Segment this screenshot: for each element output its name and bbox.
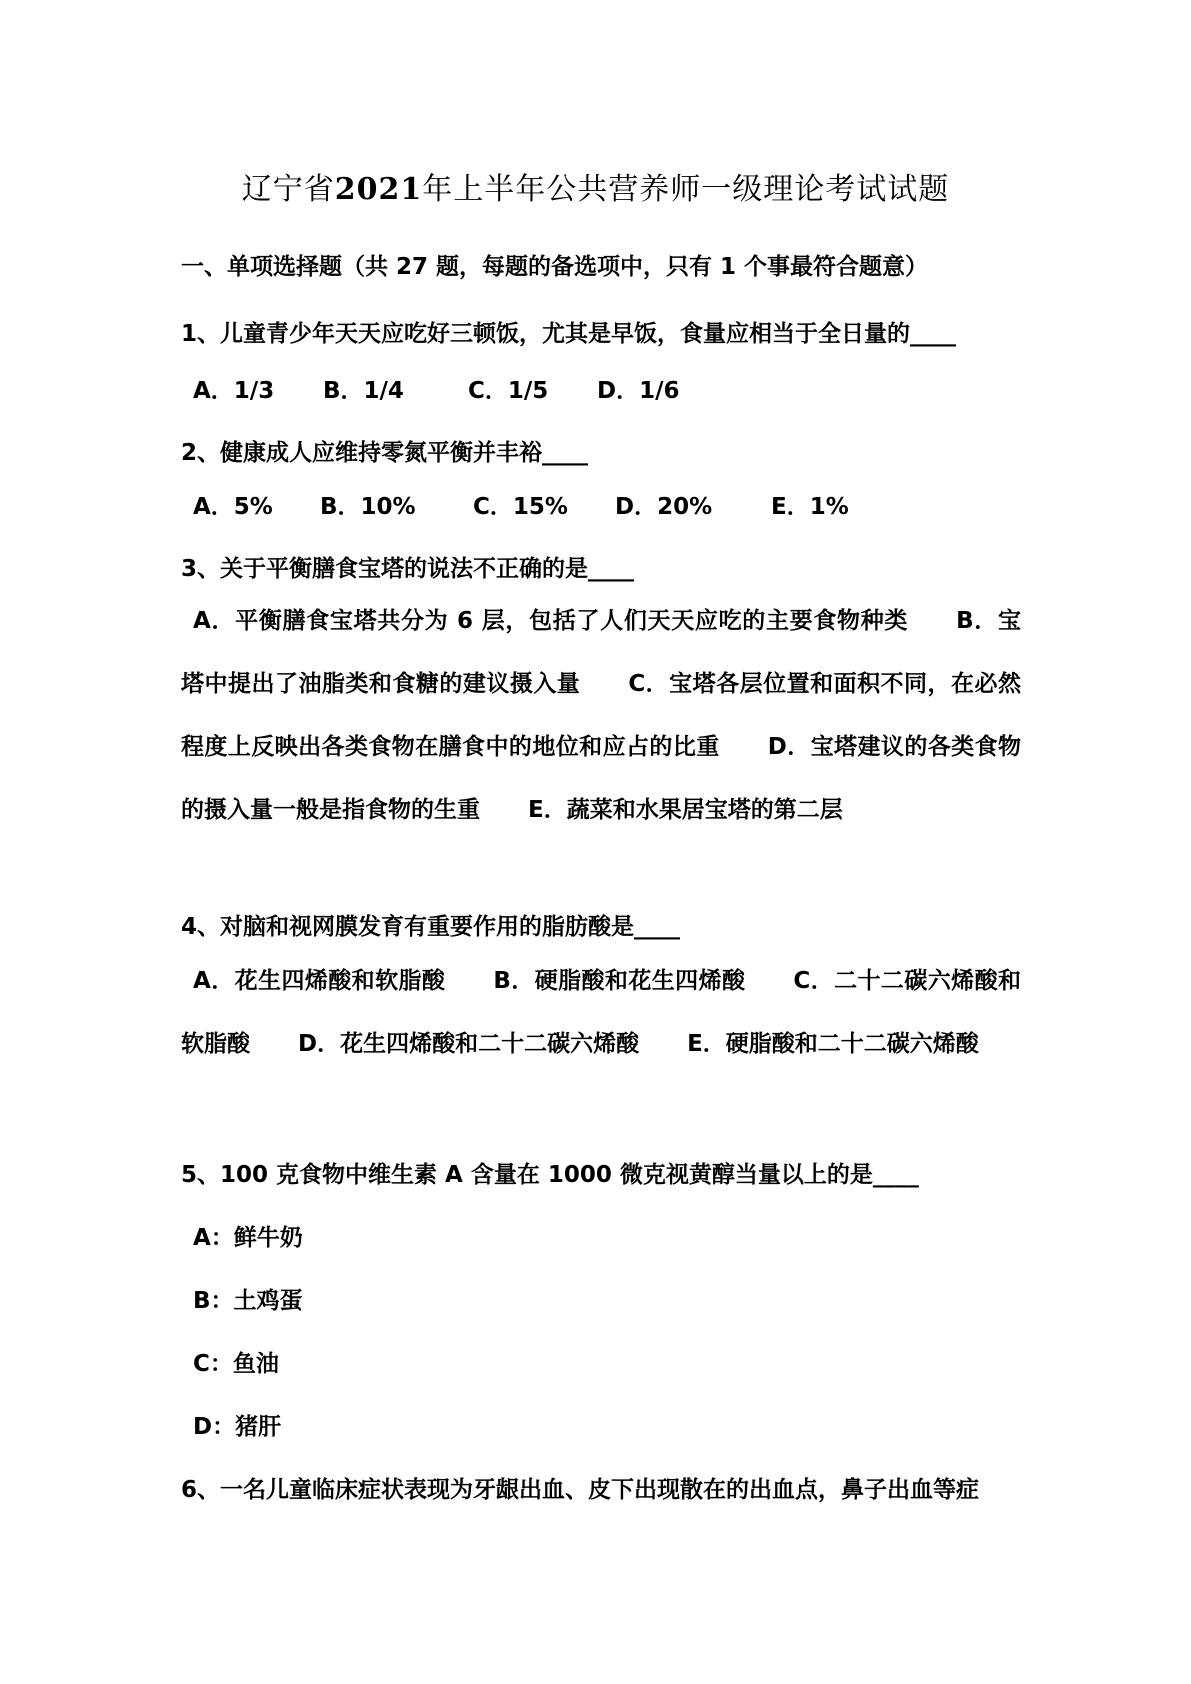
q1-option-a: A．1/3 bbox=[193, 378, 275, 404]
q3-option-c: C．宝塔各层位置和面积不同，在必然程度上反映出各类食物在膳食中的地位和应占的比重 bbox=[181, 671, 1022, 760]
question-3-stem: 3、关于平衡膳食宝塔的说法不正确的是____ bbox=[181, 556, 635, 582]
title-part1: 辽宁省 bbox=[241, 172, 335, 207]
document-title bbox=[0, 170, 1191, 210]
q3-option-d: D．宝塔建议的各类食物的摄入量一般是指食物的生重 bbox=[181, 734, 1022, 823]
q4-option-b: B．硬脂酸和花生四烯酸 bbox=[493, 968, 746, 994]
q2-option-a: A．5% bbox=[193, 494, 273, 520]
q2-option-d: D．20% bbox=[615, 494, 713, 520]
q1-option-d: D．1/6 bbox=[597, 378, 680, 404]
q4-option-e: E．硬脂酸和二十二碳六烯酸 bbox=[687, 1031, 979, 1057]
q5-option-b: B：土鸡蛋 bbox=[193, 1288, 303, 1314]
q2-option-b: B．10% bbox=[320, 494, 416, 520]
question-4-stem: 4、对脑和视网膜发育有重要作用的脂肪酸是____ bbox=[181, 914, 681, 940]
q2-option-c: C．15% bbox=[473, 494, 568, 520]
question-4-options bbox=[181, 950, 1021, 1076]
title-year: 2021 bbox=[334, 172, 423, 207]
q3-option-b: B．宝塔中提出了油脂类和食糖的建议摄入量 bbox=[181, 608, 1021, 697]
q3-option-a: A．平衡膳食宝塔共分为 6 层，包括了人们天天应吃的主要食物种类 bbox=[193, 608, 909, 634]
q3-option-e: E．蔬菜和水果居宝塔的第二层 bbox=[528, 797, 843, 823]
section-heading: 一、单项选择题（共 27 题，每题的备选项中，只有 1 个事最符合题意） bbox=[181, 254, 929, 280]
q4-option-d: D．花生四烯酸和二十二碳六烯酸 bbox=[298, 1031, 640, 1057]
q1-option-c: C．1/5 bbox=[468, 378, 549, 404]
question-2-stem: 2、健康成人应维持零氮平衡并丰裕____ bbox=[181, 440, 589, 466]
q4-option-a: A．花生四烯酸和软脂酸 bbox=[193, 968, 446, 994]
q5-option-a: A：鲜牛奶 bbox=[193, 1225, 303, 1251]
question-5-stem: 5、100 克食物中维生素 A 含量在 1000 微克视黄醇当量以上的是____ bbox=[181, 1162, 919, 1188]
q2-option-e: E．1% bbox=[771, 494, 849, 520]
q1-option-b: B．1/4 bbox=[323, 378, 404, 404]
title-part2: 年上半年公共营养师一级理论考试试题 bbox=[422, 172, 950, 207]
q5-option-d: D：猪肝 bbox=[193, 1414, 282, 1440]
question-3-options bbox=[181, 590, 1021, 842]
q5-option-c: C：鱼油 bbox=[193, 1351, 279, 1377]
q4-option-c: C．二十二碳六烯酸和软脂酸 bbox=[181, 968, 1021, 1057]
question-1-stem: 1、儿童青少年天天应吃好三顿饭，尤其是早饭，食量应相当于全日量的____ bbox=[181, 321, 957, 347]
question-6-stem: 6、一名儿童临床症状表现为牙龈出血、皮下出现散在的出血点，鼻子出血等症 bbox=[181, 1477, 980, 1503]
